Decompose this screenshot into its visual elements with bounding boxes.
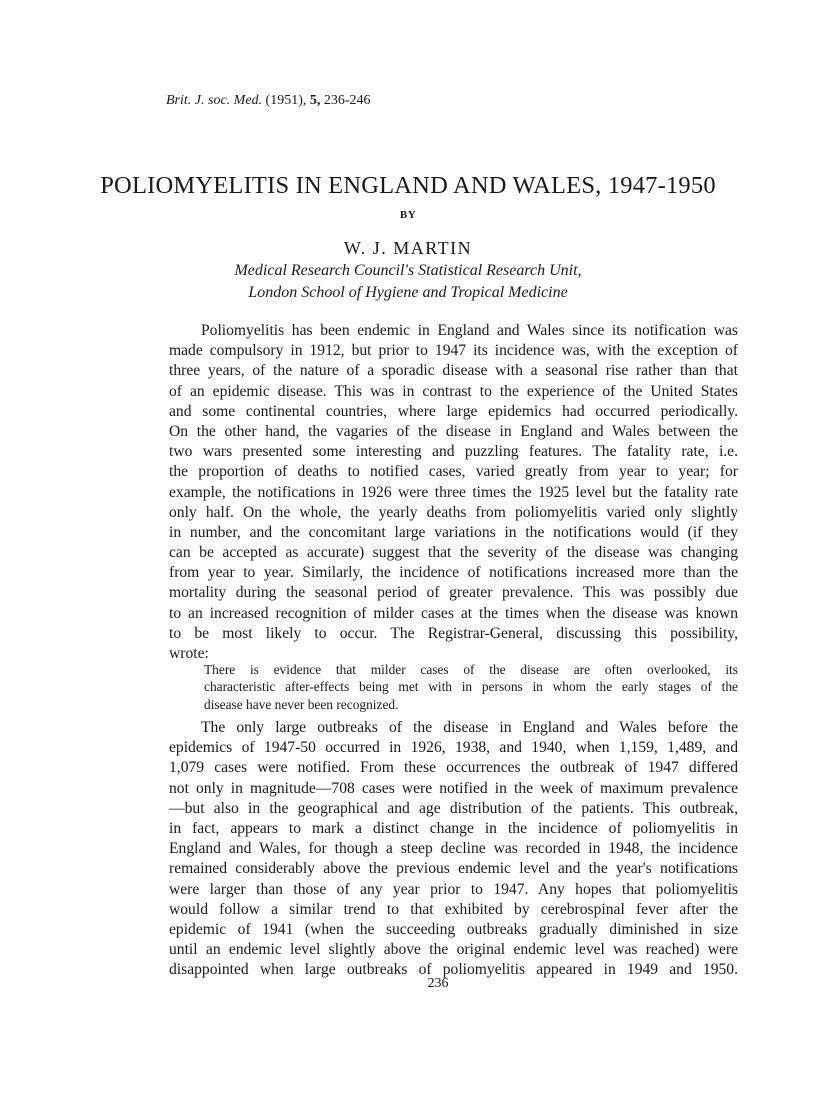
paragraph-line: —but also in the geographical and age distribution of the patients. This outbreak, <box>169 799 738 817</box>
article-title: POLIOMYELITIS IN ENGLAND AND WALES, 1947-1950 <box>100 172 716 199</box>
paragraph-line: 1,079 cases were notified. From these occurrences the outbreak of 1947 differed <box>169 759 738 777</box>
paragraph-line: epidemic of 1941 (when the succeeding outbreaks gradually diminished in size <box>169 920 738 938</box>
paragraph-line: would follow a similar trend to that exhibited by cerebrospinal fever after the <box>169 900 738 918</box>
paragraph-line: not only in magnitude—708 cases were notified in the week of maximum prevalence <box>169 779 738 797</box>
quote-line: disease have never been recognized. <box>204 696 399 712</box>
paragraph-line: On the other hand, the vagaries of the disease in England and Wales between the <box>169 422 738 440</box>
paragraph-line: the proportion of deaths to notified cases, varied greatly from year to year; for <box>169 463 738 481</box>
affiliation-line-1: Medical Research Council's Statistical Research Unit, <box>234 262 582 279</box>
paragraph-line: wrote: <box>169 645 209 662</box>
page-number: 236 <box>427 976 449 991</box>
paragraph-line: of an epidemic disease. This was in contrast to the experience of the United States <box>169 382 738 400</box>
author-name: W. J. MARTIN <box>343 238 473 258</box>
paragraph-line: The only large outbreaks of the disease in England and Wales before the <box>201 719 738 736</box>
paragraph-line: mortality during the seasonal period of greater prevalence. This was possibly due <box>169 584 738 602</box>
paragraph-line: three years, of the nature of a sporadic disease with a seasonal rise rather than that <box>169 362 738 380</box>
paragraph-line: from year to year. Similarly, the incidence of notifications increased more than the <box>169 564 738 582</box>
paragraph-line: in fact, appears to mark a distinct change in the incidence of poliomyelitis in <box>169 819 738 837</box>
paragraph-line: remained considerably above the previous endemic level and the year's notifications <box>169 860 738 878</box>
citation-journal: Brit. J. soc. Med. <box>166 93 263 108</box>
journal-citation <box>166 93 371 109</box>
paragraph-line: two wars presented some interesting and puzzling features. The fatality rate, i.e. <box>169 443 738 461</box>
paragraph-line: can be accepted as accurate) suggest that the severity of the disease was changing <box>169 544 738 562</box>
paragraph-line: England and Wales, for though a steep decline was recorded in 1948, the incidence <box>169 840 738 858</box>
quote-line: There is evidence that milder cases of the disease are often overlooked, its <box>204 662 738 677</box>
paragraph-line: and some continental countries, where large epidemics had occurred periodically. <box>169 402 738 420</box>
paragraph-intro <box>169 321 738 664</box>
byline-label: BY <box>399 209 417 221</box>
citation-volume: 5, <box>309 93 321 108</box>
citation-year: (1951), <box>265 93 307 108</box>
paragraph-line: only half. On the whole, the yearly deaths from poliomyelitis varied only slightly <box>169 503 738 521</box>
paragraph-line: disappointed when large outbreaks of poliomyelitis appeared in 1949 and 1950. <box>169 961 738 979</box>
citation-pages: 236-246 <box>323 93 371 108</box>
paragraph-line: were larger than those of any year prior to 1947. Any hopes that poliomyelitis <box>169 880 738 898</box>
paragraph-line: epidemics of 1947-50 occurred in 1926, 1938, and 1940, when 1,159, 1,489, and <box>169 739 738 757</box>
paragraph-line: until an endemic level slightly above the original endemic level was reached) were <box>169 941 738 959</box>
paragraph-line: made compulsory in 1912, but prior to 1947 its incidence was, with the exception of <box>169 342 738 360</box>
paragraph-line: Poliomyelitis has been endemic in England and Wales since its notification was <box>201 322 738 339</box>
paragraph-line: to an increased recognition of milder cases at the times when the disease was known <box>169 604 738 622</box>
paragraph-outbreaks <box>169 718 738 980</box>
paragraph-line: example, the notifications in 1926 were three times the 1925 level but the fatality rate <box>169 483 738 501</box>
affiliation-line-2: London School of Hygiene and Tropical Medicine <box>248 284 568 301</box>
paragraph-line: to be most likely to occur. The Registrar-General, discussing this possibility, <box>169 624 738 642</box>
quote-line: characteristic after-effects being met with in persons in whom the early stages of the <box>204 679 738 695</box>
paragraph-line: in number, and the concomitant large variations in the notifications would (if they <box>169 523 738 541</box>
block-quote <box>204 661 738 713</box>
